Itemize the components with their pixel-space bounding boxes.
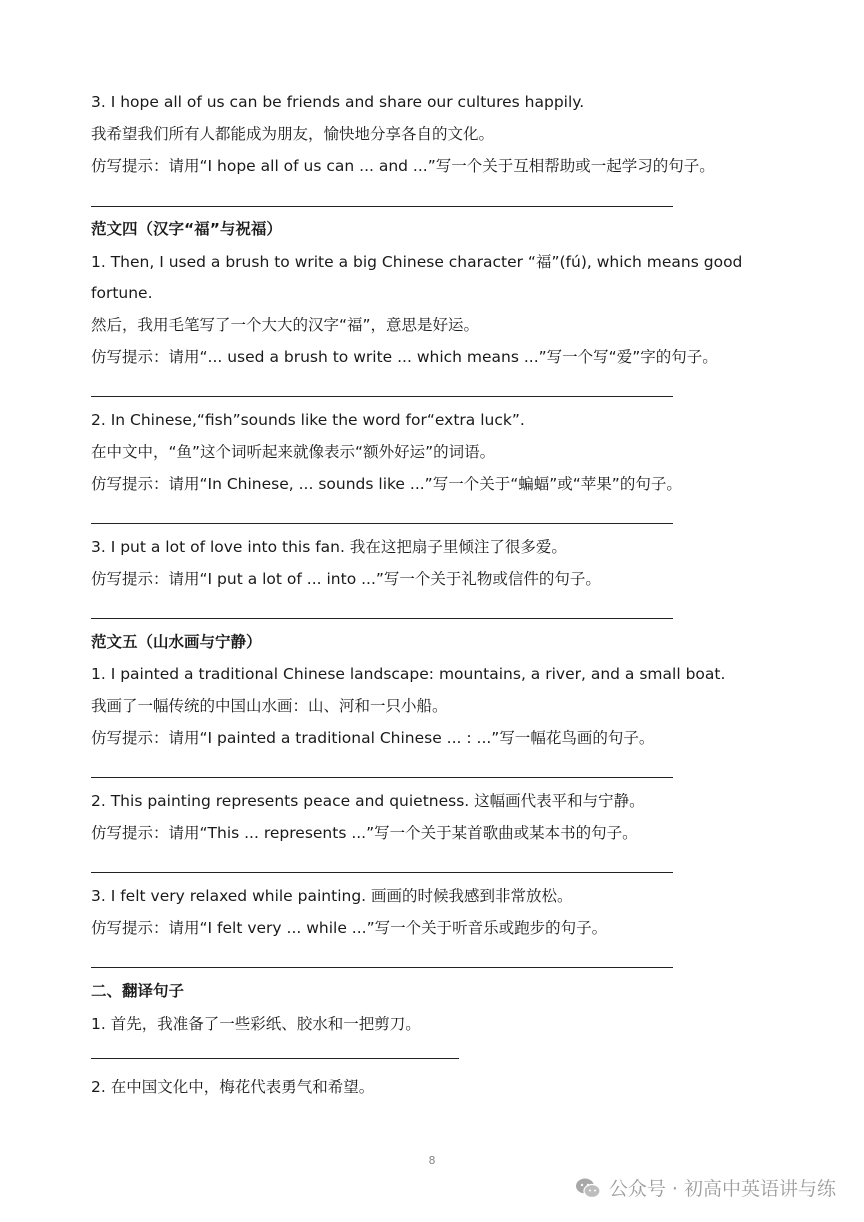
answer-line[interactable]	[91, 396, 673, 397]
translation-item-1: 1. 首先，我准备了一些彩纸、胶水和一把剪刀。	[91, 1015, 421, 1033]
example4-sentence2-zh: 在中文中，“鱼”这个词听起来就像表示“额外好运”的词语。	[91, 443, 496, 461]
example5-sentence2: 2. This painting represents peace and quietness. 这幅画代表平和与宁静。	[91, 792, 645, 810]
example3-sentence3-en: 3. I hope all of us can be friends and share our cultures happily.	[91, 93, 585, 111]
answer-line[interactable]	[91, 777, 673, 778]
example5-sentence3-hint: 仿写提示：请用“I felt very ... while ...”写一个关于听音乐或跑步的句子。	[91, 919, 608, 937]
example5-sentence1-zh: 我画了一幅传统的中国山水画：山、河和一只小船。	[91, 697, 448, 715]
example4-sentence2-en: 2. In Chinese,“fish”sounds like the word for“extra luck”.	[91, 411, 525, 429]
page-number: 8	[428, 1154, 436, 1167]
example4-sentence1-en-cont: fortune.	[91, 284, 153, 302]
example4-sentence1-en: 1. Then, I used a brush to write a big Chinese character “福”(fú), which means good	[91, 253, 743, 271]
section-heading-example5: 范文五（山水画与宁静）	[91, 633, 262, 651]
example4-sentence3-hint: 仿写提示：请用“I put a lot of ... into ...”写一个关于礼物或信件的句子。	[91, 570, 601, 588]
example4-sentence3: 3. I put a lot of love into this fan. 我在这把扇子里倾注了很多爱。	[91, 538, 567, 556]
answer-line[interactable]	[91, 967, 673, 968]
example4-sentence1-zh: 然后，我用毛笔写了一个大大的汉字“福”，意思是好运。	[91, 316, 480, 334]
example5-sentence1-hint: 仿写提示：请用“I painted a traditional Chinese ... : ...”写一幅花鸟画的句子。	[91, 729, 655, 747]
answer-line[interactable]	[91, 872, 673, 873]
watermark	[575, 1174, 836, 1201]
section-heading-translation: 二、翻译句子	[91, 982, 185, 1000]
wechat-icon	[575, 1177, 601, 1199]
answer-line[interactable]	[91, 618, 673, 619]
answer-line[interactable]	[91, 1058, 459, 1059]
example5-sentence2-hint: 仿写提示：请用“This ... represents ...”写一个关于某首歌曲或某本书的句子。	[91, 824, 638, 842]
example4-sentence1-hint: 仿写提示：请用“... used a brush to write ... which means ...”写一个写“爱”字的句子。	[91, 348, 718, 366]
watermark-text: 公众号 · 初高中英语讲与练	[608, 1178, 836, 1200]
answer-line[interactable]	[91, 523, 673, 524]
example3-sentence3-zh: 我希望我们所有人都能成为朋友，愉快地分享各自的文化。	[91, 125, 495, 143]
example5-sentence3: 3. I felt very relaxed while painting. 画画的时候我感到非常放松。	[91, 887, 573, 905]
example3-sentence3-hint: 仿写提示：请用“I hope all of us can ... and ...”写一个关于互相帮助或一起学习的句子。	[91, 157, 715, 175]
section-heading-example4: 范文四（汉字“福”与祝福）	[91, 220, 282, 238]
translation-item-2: 2. 在中国文化中，梅花代表勇气和希望。	[91, 1078, 375, 1096]
answer-line[interactable]	[91, 206, 673, 207]
example4-sentence2-hint: 仿写提示：请用“In Chinese, ... sounds like ...”写一个关于“蝙蝠”或“苹果”的句子。	[91, 475, 682, 493]
example5-sentence1-en: 1. I painted a traditional Chinese landscape: mountains, a river, and a small boat.	[91, 665, 726, 683]
